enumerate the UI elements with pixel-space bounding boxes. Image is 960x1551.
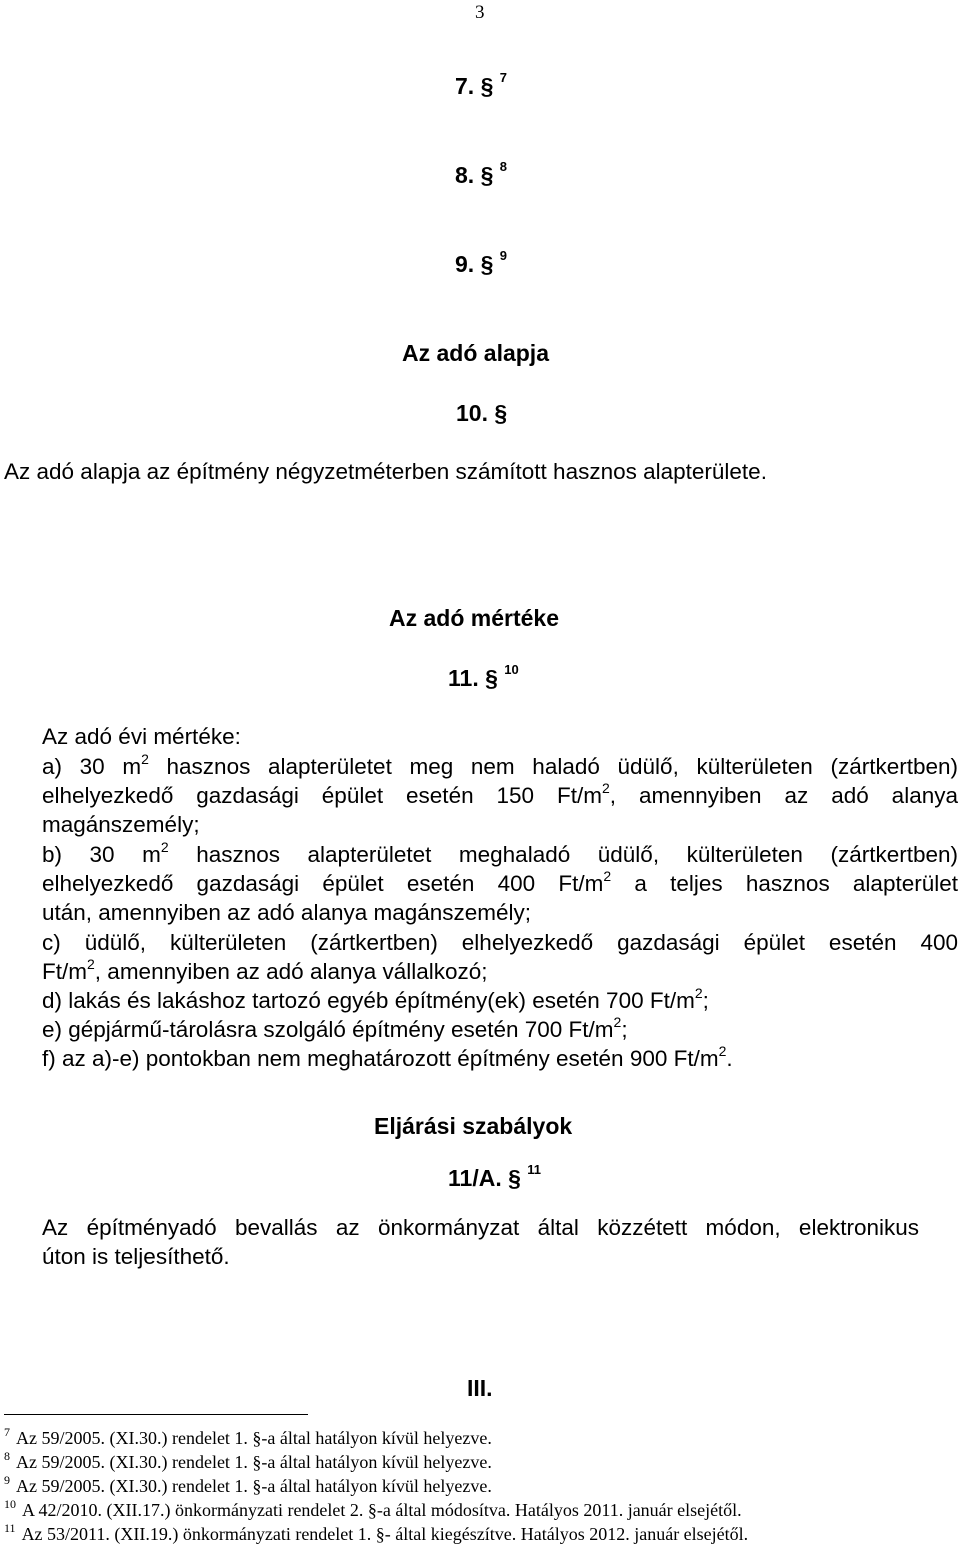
footnote-ref-9: 9: [499, 248, 507, 263]
section-11-label: 11. §: [448, 665, 498, 691]
footnote-separator: [4, 1414, 308, 1415]
footnote-11: $^{11}$ Az 53/2011. (XII.19.) önkormányzati rendelet 1. §- által kiegészítve. Hatályos 2012. január elsejétől.: [4, 1521, 749, 1544]
footnote-8: $^8$ Az 59/2005. (XI.30.) rendelet 1. §-a által hatályon kívül helyezve.: [4, 1449, 492, 1472]
rate-b-line-1: b) 30 $m^2$ hasznos alapterületet meghaladó üdülő, külterületen (zártkertben): [42, 839, 959, 867]
rate-a-line-1: a) 30 $m^2$ hasznos alapterületet meg nem haladó üdülő, külterületen (zártkertben): [42, 751, 958, 779]
part-3-label: III.: [467, 1375, 493, 1401]
section-7-label: 7. §: [455, 73, 494, 99]
footnote-9: $^9$ Az 59/2005. (XI.30.) rendelet 1. §-a által hatályon kívül helyezve.: [4, 1473, 492, 1496]
footnote-7: $^7$ Az 59/2005. (XI.30.) rendelet 1. §-a által hatályon kívül helyezve.: [4, 1425, 492, 1448]
footnote-ref-7: 7: [499, 70, 507, 85]
footnote-ref-8: 8: [499, 159, 507, 174]
section-11a-label: 11/A. §: [448, 1165, 521, 1191]
mertek-intro: Az adó évi mértéke:: [42, 724, 241, 749]
heading-mertek: Az adó mértéke: [389, 605, 560, 631]
section-9-label: 9. §: [455, 251, 494, 277]
eljaras-line-2: úton is teljesíthető.: [42, 1244, 230, 1269]
rate-c-line-2: $Ft/m^2$, amennyiben az adó alanya vállalkozó;: [42, 956, 488, 984]
heading-eljaras: Eljárási szabályok: [374, 1113, 573, 1139]
section-9: [455, 248, 507, 278]
footnote-10: $^{10}$ A 42/2010. (XII.17.) önkormányzati rendelet 2. §-a által módosítva. Hatályos 2011. január elsejétől.: [4, 1497, 742, 1520]
eljaras-line-1: Az építményadó bevallás az önkormányzat által közzétett módon, elektronikus: [42, 1215, 919, 1240]
rate-b-line-2: elhelyezkedő gazdasági épület esetén 400 $Ft/m^2$ a teljes hasznos alapterület: [42, 868, 958, 896]
rate-a-line-2: elhelyezkedő gazdasági épület esetén 150 $Ft/m^2$, amennyiben az adó alanya: [42, 780, 958, 808]
section-11a: [448, 1162, 542, 1192]
rate-c-line-1: c) üdülő, külterületen (zártkertben) elhelyezkedő gazdasági épület esetén 400: [42, 930, 958, 955]
section-10: 10. §: [456, 400, 508, 426]
heading-adoalap: Az adó alapja: [402, 340, 549, 366]
rate-a-line-3: magánszemély;: [42, 812, 200, 837]
rate-b-line-3: után, amennyiben az adó alanya magánszemély;: [42, 900, 532, 925]
rate-e: e) gépjármű-tárolásra szolgáló építmény esetén 700 $Ft/m^2$;: [42, 1014, 628, 1042]
section-11: [448, 662, 519, 692]
footnote-ref-11: 11: [527, 1162, 542, 1177]
page-number: 3: [475, 2, 485, 23]
footnote-ref-10: 10: [504, 662, 519, 677]
rate-d: d) lakás és lakáshoz tartozó egyéb építmény(ek) esetén 700 $Ft/m^2$;: [42, 985, 709, 1013]
section-8-label: 8. §: [455, 162, 494, 188]
section-7: [455, 70, 507, 100]
rate-f: f) az a)-e) pontokban nem meghatározott építmény esetén 900 $Ft/m^2$.: [42, 1043, 733, 1071]
alap-body-text: Az adó alapja az építmény négyzetméterben számított hasznos alapterülete.: [4, 459, 767, 484]
section-8: [455, 159, 507, 189]
